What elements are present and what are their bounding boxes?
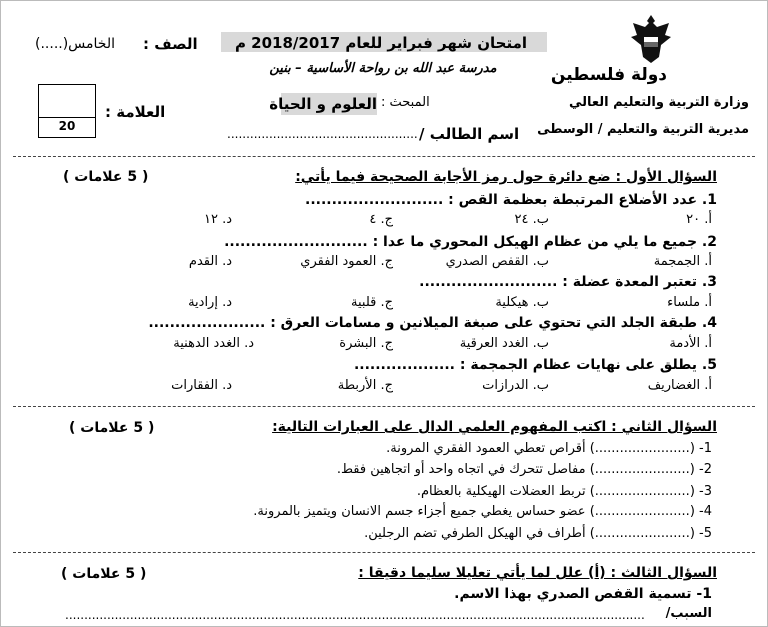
subject-label: المبحث : [381,95,430,110]
palestine-eagle-emblem-icon [629,13,673,65]
q1-item-3-stem: 3. تعتبر المعدة عضلة : .......................... [419,274,717,290]
q1-item-4-option-a[interactable]: أ. الأدمة [669,336,712,351]
divider [13,406,755,407]
q1-item-2-option-b[interactable]: ب. القفص الصدري [445,254,549,269]
q1-item-5-option-d[interactable]: د. الفقارات [171,378,232,393]
q3-reason-label: السبب/ [665,606,712,621]
q1-item-1-option-d[interactable]: د. ١٢ [203,212,232,227]
q2-item-2[interactable]: 2- (.......................) مفاصل تتحرك في اتجاه واحد أو اتجاهين فقط. [336,462,712,477]
q3-marks: ( 5 علامات ) [61,566,147,582]
q1-item-3-option-b[interactable]: ب. هيكلية [495,295,549,310]
q1-item-2-option-a[interactable]: أ. الجمجمة [653,254,712,269]
q2-item-3[interactable]: 3- (.......................) تربط العضلات الهيكلية بالعظام. [416,484,712,499]
q2-item-1[interactable]: 1- (.......................) أقراص تعطي العمود الفقري المرونة. [386,441,712,456]
q1-title: السؤال الأول : ضع دائرة حول رمز الأجابة الصحيحة فيما يأتي: [295,169,717,185]
q1-item-1-option-a[interactable]: أ. ٢٠ [686,212,712,227]
q2-item-4[interactable]: 4- (.......................) عضو حساس يغطي جميع أجزاء جسم الانسان ويتميز بالمرونة. [253,504,712,519]
q3-reason-field[interactable]: ........................................................................................................................................................ [65,608,645,622]
q1-item-4-stem: 4. طبقة الجلد التي تحتوي على صبغة الميلانين و مسامات العرق : ...................... [148,315,717,331]
grade-label: العلامة : [105,103,166,121]
q3-title: السؤال الثالث : (أ) علل لما يأتي تعليلا سليما دقيقا : [358,565,717,581]
q1-item-3-option-a[interactable]: أ. ملساء [667,295,712,310]
student-name-field[interactable]: .................................................. [227,127,418,141]
q1-item-5-option-b[interactable]: ب. الدرازات [482,378,549,393]
q1-item-1-option-c[interactable]: ج. ٤ [369,212,393,227]
q1-item-2-stem: 2. جميع ما يلي من عظام الهيكل المحوري ما عدا : ........................... [224,234,717,250]
exam-title: امتحان شهر فبراير للعام 2018/2017 م [234,34,528,52]
q1-item-4-option-d[interactable]: د. الغدد الدهنية [173,336,254,351]
class-value: الخامس(.....) [35,36,115,52]
ministry-name: وزارة التربية والتعليم العالي [568,95,749,110]
divider [13,156,755,157]
q1-item-1-stem: 1. عدد الأضلاع المرتبطة بعظمة القص : .......................... [305,192,717,208]
q1-item-5-option-a[interactable]: أ. الغضاريف [647,378,712,393]
q1-item-3-option-d[interactable]: د. إرادية [188,295,232,310]
divider [13,552,755,553]
q1-marks: ( 5 علامات ) [63,169,149,185]
q1-item-5-option-c[interactable]: ج. الأربطة [337,378,393,393]
grade-total: 20 [58,119,76,133]
q1-item-1-option-b[interactable]: ب. ٢٤ [514,212,549,227]
q2-title: السؤال الثاني : اكتب المفهوم العلمي الدال على العبارات التالية: [272,419,717,435]
q3-item-1: 1- تسمية القفص الصدري بهذا الاسم. [454,586,712,602]
grade-box [38,84,96,138]
school-name: مدرسة عبد الله بن رواحة الأساسية – بنين [269,61,497,76]
country-name: دولة فلسطين [550,65,667,85]
directorate-name: مديرية التربية والتعليم / الوسطى [537,122,749,137]
q1-item-2-option-d[interactable]: د. القدم [188,254,232,269]
q1-item-4-option-c[interactable]: ج. البشرة [339,336,393,351]
class-label: الصف : [143,35,198,53]
q1-item-5-stem: 5. يطلق على نهايات عظام الجمجمة : ................... [353,357,717,373]
q1-item-2-option-c[interactable]: ج. العمود الفقري [300,254,393,269]
q2-marks: ( 5 علامات ) [69,420,155,436]
student-name-label: اسم الطالب / [419,125,520,143]
q1-item-3-option-c[interactable]: ج. قلبية [351,295,393,310]
subject-name: العلوم و الحياة [269,95,377,113]
q2-item-5[interactable]: 5- (.......................) أطراف في الهيكل الطرفي تضم الرجلين. [364,526,712,541]
q1-item-4-option-b[interactable]: ب. الغدد العرقية [459,336,549,351]
